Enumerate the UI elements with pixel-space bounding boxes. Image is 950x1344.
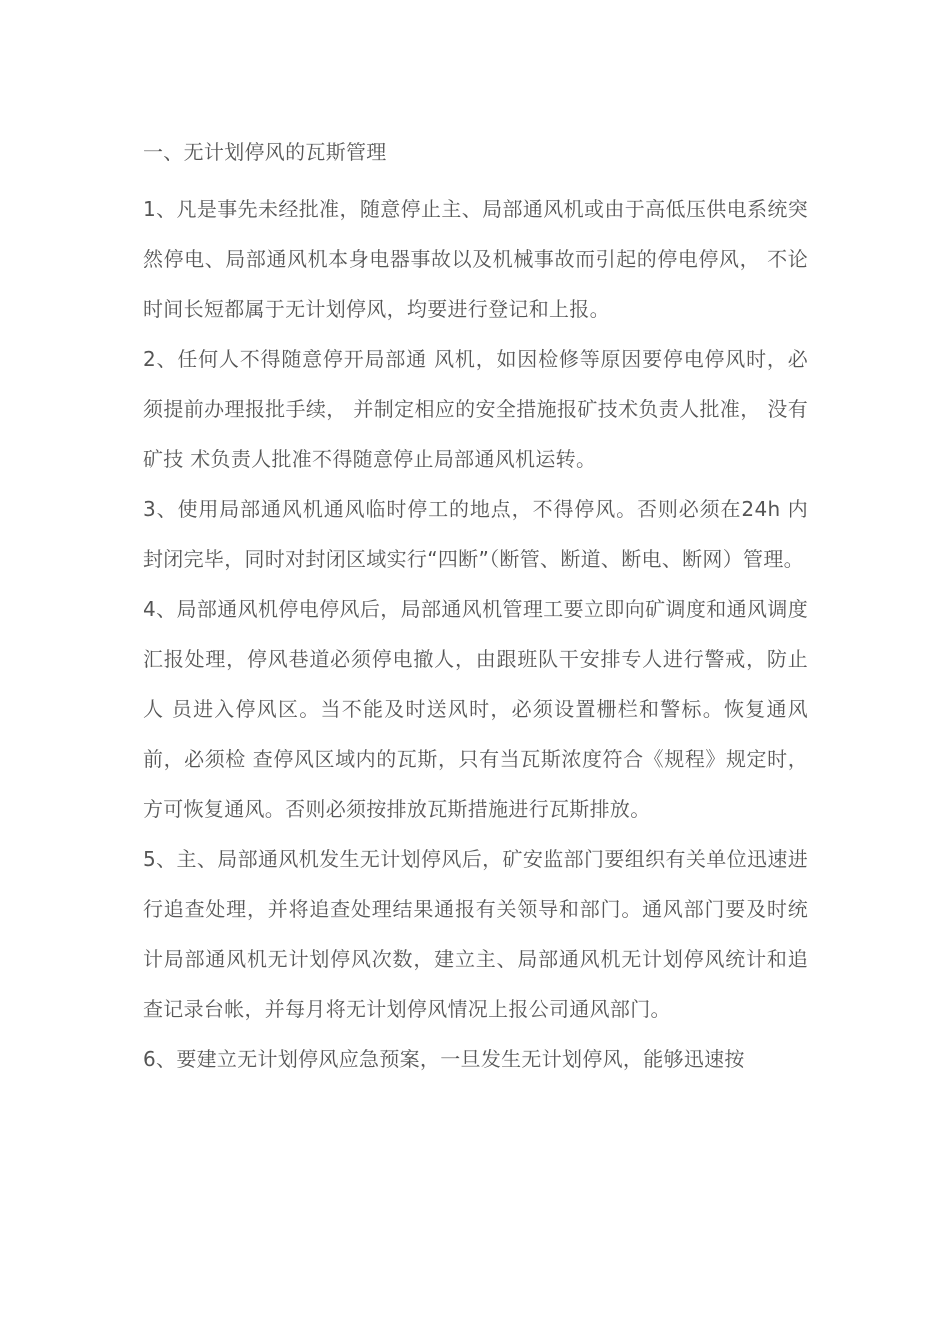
paragraph-3: 3、使用局部通风机通风临时停工的地点，不得停风。否则必须在24h 内封闭完毕，同时对封闭区域实行“四断”（断管、断道、断电、断网）管理。 xyxy=(143,497,808,571)
document-body xyxy=(143,134,808,1084)
paragraph-1: 1、凡是事先未经批准，随意停止主、局部通风机或由于高低压供电系统突然停电、局部通风机本身电器事故以及机械事故而引起的停电停风， 不论时间长短都属于无计划停风，均要进行登记和上报。 xyxy=(143,197,808,321)
paragraph-4: 4、局部通风机停电停风后，局部通风机管理工要立即向矿调度和通风调度汇报处理，停风巷道必须停电撤人，由跟班队干安排专人进行警戒，防止人 员进入停风区。当不能及时送风时，必须设置栅栏和警标。恢复通风前，必须检 查停风区域内的瓦斯，只有当瓦斯浓度符合《规程》规定时，方可恢复通风。否则必须按排放瓦斯措施进行瓦斯排放。 xyxy=(143,597,808,821)
section-heading: 一、无计划停风的瓦斯管理 xyxy=(143,140,387,164)
paragraph-6: 6、要建立无计划停风应急预案，一旦发生无计划停风，能够迅速按 xyxy=(143,1047,745,1071)
paragraph-2: 2、任何人不得随意停开局部通 风机，如因检修等原因要停电停风时，必须提前办理报批手续， 并制定相应的安全措施报矿技术负责人批准， 没有矿技 术负责人批准不得随意停止局部通风机运转。 xyxy=(143,347,808,471)
paragraph-5: 5、主、局部通风机发生无计划停风后，矿安监部门要组织有关单位迅速进行追查处理，并将追查处理结果通报有关领导和部门。通风部门要及时统计局部通风机无计划停风次数，建立主、局部通风机无计划停风统计和追查记录台帐，并每月将无计划停风情况上报公司通风部门。 xyxy=(143,847,808,1021)
